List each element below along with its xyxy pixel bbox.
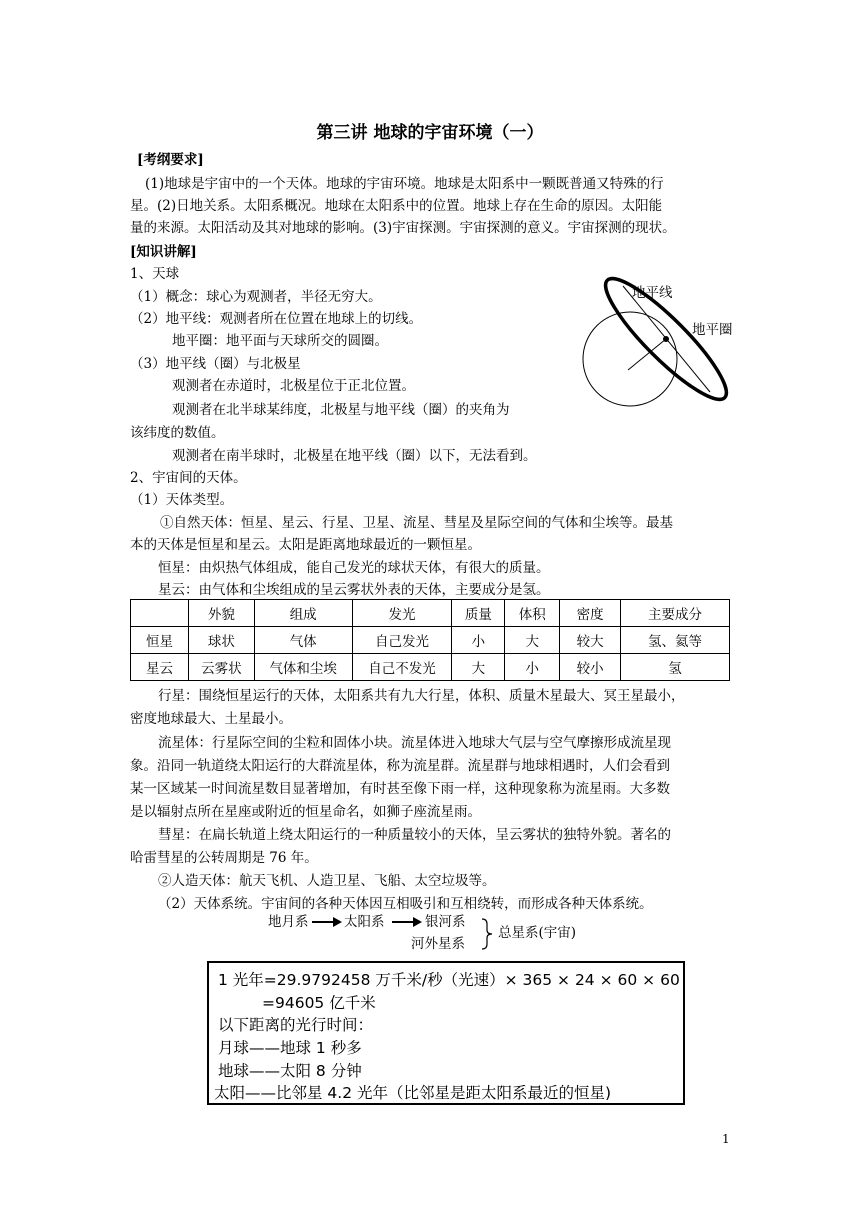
box-line-1: 1 光年=29.9792458 万千米/秒（光速）× 365 × 24 × 60 × 60: [218, 971, 680, 989]
table-header-cell: [131, 600, 189, 627]
box-line-6: 太阳——比邻星 4.2 光年（比邻星是距太阳系最近的恒星): [214, 1084, 612, 1102]
table-header-row: [131, 600, 730, 627]
natural-line-2: 本的天体是恒星和星云。太阳是距离地球最近的一颗恒星。: [130, 537, 481, 553]
solar-system-label: 太阳系: [344, 914, 385, 930]
horizon-circle-label: 地平圈: [692, 322, 733, 338]
page-number: 1: [722, 1132, 730, 1146]
section1-line-6: 观测者在北半球某纬度，北极星与地平线（圈）的夹角为: [172, 402, 510, 418]
radius-line: [628, 339, 666, 370]
table-header-cell: 外貌: [188, 600, 254, 627]
section1-line-7: 该纬度的数值。: [130, 425, 225, 441]
earth-circle: [583, 312, 677, 406]
table-cell: 较大: [560, 627, 621, 654]
observer-dot: [663, 336, 669, 342]
kaogang-line-2: 星。(2)日地关系。太阳系概况。地球在太阳系中的位置。地球上存在生命的原因。太阳能: [130, 198, 663, 214]
table-cell: 星云: [131, 654, 189, 681]
meteor-line-2: 象。沿同一轨道绕太阳运行的大群流星体，称为流星群。流星群与地球相遇时，人们会看到: [130, 758, 670, 774]
section1-line-3: 地平圈：地平面与天球所交的圆圈。: [172, 333, 388, 349]
table-cell: 云雾状: [188, 654, 254, 681]
box-line-2: =94605 亿千米: [262, 994, 376, 1012]
section1-line-5: 观测者在赤道时，北极星位于正北位置。: [172, 378, 415, 394]
planet-line-1: 行星：围绕恒星运行的天体，太阳系共有九大行星，体积、质量木星最大、冥王星最小，: [158, 688, 685, 704]
section2-heading: 2、宇宙间的天体。: [130, 470, 247, 486]
nebula-line: 星云：由气体和尘埃组成的呈云雾状外表的天体，主要成分是氢。: [158, 582, 550, 598]
box-line-3: 以下距离的光行时间：: [218, 1016, 374, 1034]
meteor-line-4: 是以辐射点所在星座或附近的恒星命名，如狮子座流星雨。: [130, 804, 481, 820]
table-cell: 氢: [621, 654, 730, 681]
star-nebula-table: [130, 599, 730, 681]
table-cell: 氢、氦等: [621, 627, 730, 654]
section2-sub1: （1）天体类型。: [130, 492, 234, 508]
comet-line-2: 哈雷彗星的公转周期是 76 年。: [130, 850, 318, 866]
box-line-5: 地球——太阳 8 分钟: [218, 1062, 362, 1080]
table-header-cell: 密度: [560, 600, 621, 627]
natural-line-1: ①自然天体：恒星、星云、行星、卫星、流星、彗星及星际空间的气体和尘埃等。最基: [160, 515, 673, 531]
section1-line-4: （3）地平线（圈）与北极星: [130, 356, 301, 372]
artificial-line: ②人造天体：航天飞机、人造卫星、飞船、太空垃圾等。: [158, 873, 496, 889]
section1-line-1: （1）概念：球心为观测者，半径无穷大。: [130, 289, 382, 305]
zhishi-heading: [知识讲解]: [130, 244, 197, 260]
table-header-cell: 质量: [452, 600, 505, 627]
table-cell: 自己发光: [352, 627, 452, 654]
table-cell: 小: [452, 627, 505, 654]
table-cell: 恒星: [131, 627, 189, 654]
star-line: 恒星：由炽热气体组成，能自己发光的球状天体，有很大的质量。: [158, 560, 550, 576]
galaxy-label: 银河系: [425, 914, 466, 930]
system-line: （2）天体系统。宇宙间的各种天体因互相吸引和互相绕转，而形成各种天体系统。: [158, 896, 653, 912]
arrow-right-icon: [392, 915, 422, 929]
section1-line-2: （2）地平线：观测者所在位置在地球上的切线。: [130, 311, 423, 327]
table-cell: 小: [505, 654, 560, 681]
light-year-box: [207, 961, 685, 1105]
section1-line-8: 观测者在南半球时，北极星在地平线（圈）以下，无法看到。: [172, 448, 537, 464]
table-cell: 气体和尘埃: [254, 654, 352, 681]
total-galaxy-label: 总星系(宇宙): [498, 925, 577, 941]
kaogang-line-1: (1)地球是宇宙中的一个天体。地球的宇宙环境。地球是太阳系中一颗既普通又特殊的行: [145, 176, 664, 192]
planet-line-2: 密度地球最大、土星最小。: [130, 711, 292, 727]
table-cell: 自己不发光: [352, 654, 452, 681]
table-cell: 大: [505, 627, 560, 654]
table-cell: 大: [452, 654, 505, 681]
meteor-line-3: 某一区域某一时间流星数目显著增加，有时甚至像下雨一样，这种现象称为流星雨。大多数: [130, 781, 670, 797]
page-title: 第三讲 地球的宇宙环境（一）: [316, 123, 544, 143]
meteor-line-1: 流星体：行星际空间的尘粒和固体小块。流星体进入地球大气层与空气摩擦形成流星现: [158, 735, 671, 751]
section1-heading: 1、天球: [130, 266, 180, 282]
horizon-line-label: 地平线: [632, 285, 673, 301]
extragalactic-label: 河外星系: [411, 936, 465, 952]
table-row: [131, 627, 730, 654]
earth-moon-system-label: 地月系: [268, 914, 309, 930]
kaogang-heading: [考纲要求]: [137, 152, 204, 168]
table-cell: 气体: [254, 627, 352, 654]
box-line-4: 月球——地球 1 秒多: [218, 1039, 362, 1057]
table-header-cell: 主要成分: [621, 600, 730, 627]
kaogang-line-3: 量的来源。太阳活动及其对地球的影响。(3)宇宙探测。宇宙探测的意义。宇宙探测的现状。: [130, 220, 676, 236]
arrow-right-icon: [312, 915, 342, 929]
table-header-cell: 体积: [505, 600, 560, 627]
table-cell: 球状: [188, 627, 254, 654]
comet-line-1: 彗星：在扁长轨道上绕太阳运行的一种质量较小的天体，呈云雾状的独特外貌。著名的: [158, 827, 671, 843]
brace-icon: [480, 918, 494, 950]
table-header-cell: 组成: [254, 600, 352, 627]
table-header-cell: 发光: [352, 600, 452, 627]
table-cell: 较小: [560, 654, 621, 681]
table-row: [131, 654, 730, 681]
